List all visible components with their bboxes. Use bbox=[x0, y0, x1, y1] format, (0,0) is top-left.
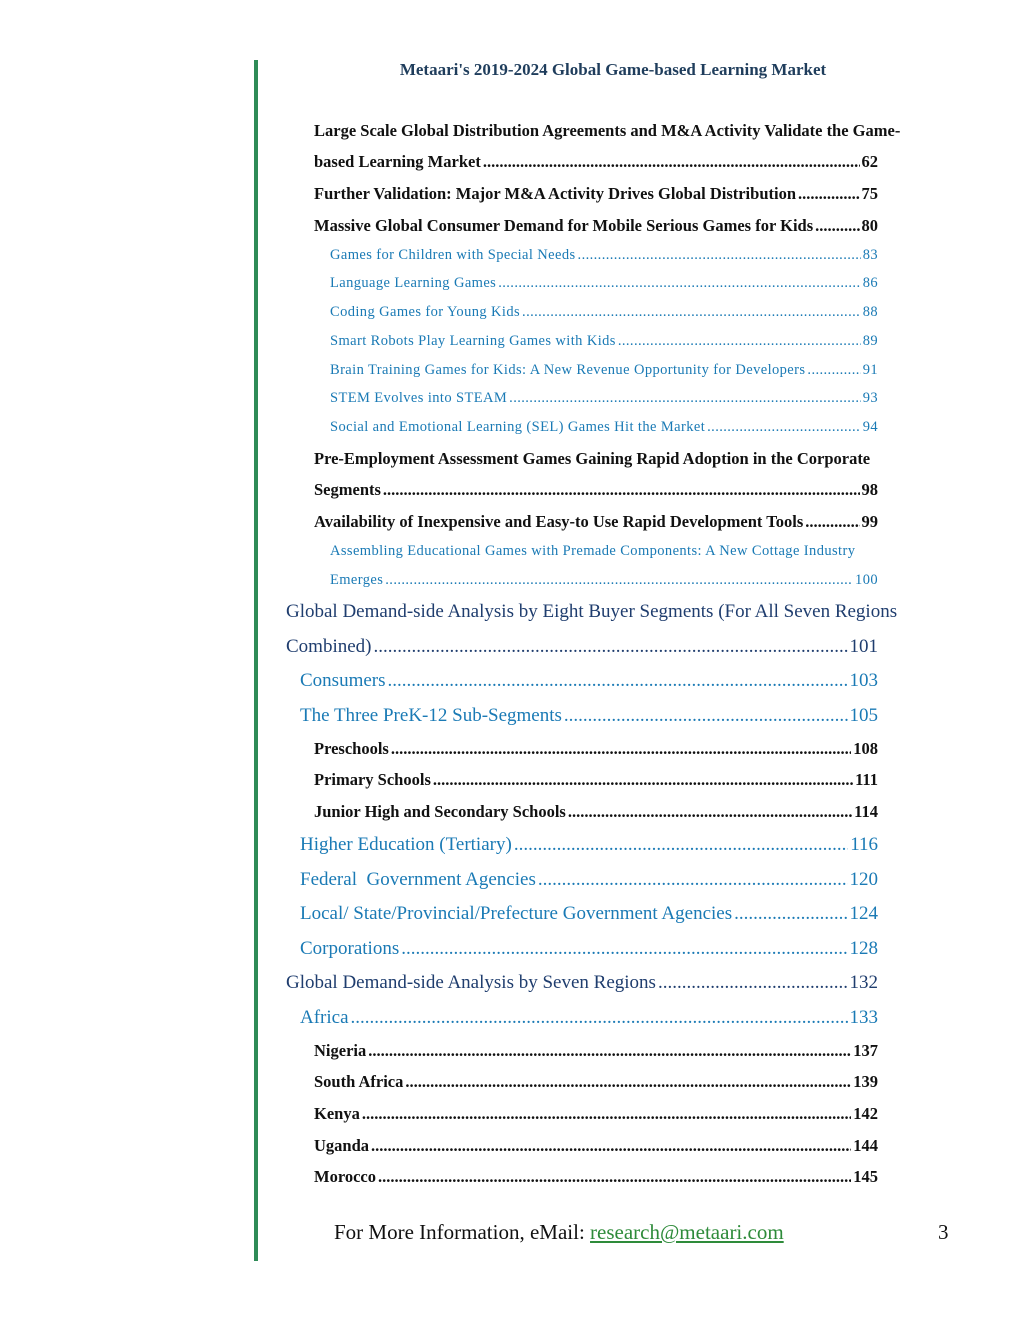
toc-entry[interactable] bbox=[314, 739, 878, 759]
footer-email-link[interactable]: research@metaari.com bbox=[590, 1220, 784, 1244]
toc-entry-title: Combined) bbox=[286, 636, 372, 657]
toc-leader-dots bbox=[509, 390, 861, 407]
toc-leader-dots bbox=[568, 802, 852, 822]
toc-page-number: 101 bbox=[849, 636, 878, 657]
toc-page-number: 144 bbox=[853, 1136, 878, 1155]
toc-entry-title: Nigeria bbox=[314, 1041, 367, 1060]
toc-entry-title: Emerges bbox=[330, 572, 384, 588]
toc-page-number: 128 bbox=[849, 938, 878, 959]
toc-page-number: 105 bbox=[849, 705, 878, 726]
toc-entry-title: Global Demand-side Analysis by Seven Regions bbox=[286, 972, 656, 993]
toc-entry-title: Higher Education (Tertiary) bbox=[300, 834, 512, 855]
toc-leader-dots bbox=[522, 304, 861, 321]
toc-entry-title: Massive Global Consumer Demand for Mobile Serious Games for Kids bbox=[314, 216, 814, 235]
toc-leader-dots bbox=[351, 1007, 848, 1029]
toc-page-number: 86 bbox=[862, 275, 878, 291]
toc-entry-title: Preschools bbox=[314, 739, 389, 758]
toc-page-number: 133 bbox=[849, 1007, 878, 1028]
toc-page-number: 99 bbox=[861, 512, 878, 531]
toc-leader-dots bbox=[385, 572, 853, 589]
toc-page-number: 132 bbox=[849, 972, 878, 993]
toc-entry[interactable] bbox=[330, 275, 878, 292]
toc-entry[interactable] bbox=[330, 390, 878, 407]
toc-entry[interactable] bbox=[286, 636, 878, 658]
toc-entry-title: Morocco bbox=[314, 1167, 376, 1186]
toc-leader-dots bbox=[368, 1041, 851, 1061]
toc-leader-dots bbox=[807, 362, 860, 379]
toc-page-number: 124 bbox=[849, 903, 878, 924]
page-footer bbox=[334, 1220, 784, 1245]
toc-entry[interactable] bbox=[300, 1007, 878, 1029]
toc-leader-dots bbox=[401, 938, 847, 960]
toc-entry[interactable] bbox=[314, 512, 878, 532]
toc-entry-title: Kenya bbox=[314, 1104, 360, 1123]
toc-entry-title: based Learning Market bbox=[314, 152, 481, 171]
toc-entry-title: Africa bbox=[300, 1007, 349, 1028]
toc-entry[interactable] bbox=[314, 1167, 878, 1187]
toc-entry[interactable] bbox=[314, 216, 878, 236]
toc-page-number: 88 bbox=[862, 304, 878, 320]
toc-entry[interactable] bbox=[314, 152, 878, 172]
toc-entry[interactable] bbox=[314, 770, 878, 790]
toc-page-number: 80 bbox=[861, 216, 878, 235]
toc-entry-line[interactable]: Assembling Educational Games with Premade Components: A New Cottage Industry bbox=[330, 543, 856, 559]
left-margin-rule bbox=[254, 60, 258, 1261]
toc-entry-title: Consumers bbox=[300, 670, 386, 691]
toc-entry-line[interactable]: Large Scale Global Distribution Agreements and M&A Activity Validate the Game- bbox=[314, 121, 901, 140]
page-header-title: Metaari's 2019-2024 Global Game-based Learning Market bbox=[399, 60, 827, 79]
toc-leader-dots bbox=[498, 275, 860, 292]
toc-leader-dots bbox=[433, 770, 853, 790]
toc-entry-title: Primary Schools bbox=[314, 770, 431, 789]
toc-page-number: 89 bbox=[862, 333, 878, 349]
toc-leader-dots bbox=[658, 972, 848, 994]
toc-entry[interactable] bbox=[330, 572, 878, 589]
toc-page-number: 100 bbox=[855, 572, 878, 588]
toc-leader-dots bbox=[374, 636, 848, 658]
toc-leader-dots bbox=[707, 419, 861, 436]
toc-entry[interactable] bbox=[330, 247, 878, 264]
toc-entry[interactable] bbox=[330, 362, 878, 379]
toc-leader-dots bbox=[405, 1072, 851, 1092]
toc-leader-dots bbox=[362, 1104, 851, 1124]
toc-page-number: 111 bbox=[855, 770, 878, 789]
toc-leader-dots bbox=[483, 152, 860, 172]
toc-entry-title: Brain Training Games for Kids: A New Revenue Opportunity for Developers bbox=[330, 362, 806, 378]
toc-page-number: 116 bbox=[850, 834, 878, 855]
toc-page-number: 93 bbox=[862, 390, 878, 406]
toc-entry[interactable] bbox=[314, 1136, 878, 1156]
footer-text: For More Information, eMail: bbox=[334, 1220, 591, 1244]
toc-entry-title: South Africa bbox=[314, 1072, 404, 1091]
toc-entry[interactable] bbox=[300, 670, 878, 692]
toc-entry[interactable] bbox=[300, 834, 878, 856]
toc-entry-title: Federal Government Agencies bbox=[300, 869, 536, 890]
toc-entry-title: Games for Children with Special Needs bbox=[330, 247, 576, 263]
toc-entry-title: Social and Emotional Learning (SEL) Games Hit the Market bbox=[330, 419, 706, 435]
toc-entry-title: Corporations bbox=[300, 938, 400, 959]
toc-entry[interactable] bbox=[314, 1041, 878, 1061]
toc-entry-title: Local/ State/Provincial/Prefecture Government Agencies bbox=[300, 903, 733, 924]
toc-entry-title: Segments bbox=[314, 480, 381, 499]
toc-leader-dots bbox=[383, 480, 860, 500]
toc-page-number: 83 bbox=[862, 247, 878, 263]
toc-page-number: 94 bbox=[862, 419, 878, 435]
toc-entry[interactable] bbox=[286, 972, 878, 994]
toc-entry[interactable] bbox=[300, 705, 878, 727]
toc-leader-dots bbox=[564, 705, 848, 727]
toc-page-number: 145 bbox=[853, 1167, 878, 1186]
toc-entry[interactable] bbox=[314, 1104, 878, 1124]
toc-leader-dots bbox=[578, 247, 861, 264]
toc-leader-dots bbox=[391, 739, 851, 759]
page-number: 3 bbox=[938, 1220, 949, 1244]
toc-entry-title: Uganda bbox=[314, 1136, 370, 1155]
toc-entry-title: Language Learning Games bbox=[330, 275, 497, 291]
toc-page-number: 75 bbox=[861, 184, 878, 203]
toc-leader-dots bbox=[388, 670, 848, 692]
toc-leader-dots bbox=[514, 834, 848, 856]
toc-entry[interactable] bbox=[314, 1072, 878, 1092]
toc-page-number: 98 bbox=[861, 480, 878, 499]
toc-entry-title: The Three PreK-12 Sub-Segments bbox=[300, 705, 562, 726]
toc-entry-title: Junior High and Secondary Schools bbox=[314, 802, 566, 821]
toc-leader-dots bbox=[734, 903, 847, 925]
toc-entry[interactable] bbox=[330, 419, 878, 436]
toc-page-number: 120 bbox=[849, 869, 878, 890]
toc-entry[interactable] bbox=[300, 903, 878, 925]
toc-entry-title: Availability of Inexpensive and Easy-to Use Rapid Development Tools bbox=[314, 512, 804, 531]
toc-page-number: 91 bbox=[862, 362, 878, 378]
toc-page-number: 103 bbox=[849, 670, 878, 691]
toc-page-number: 142 bbox=[853, 1104, 878, 1123]
toc-leader-dots bbox=[798, 184, 859, 204]
toc-leader-dots bbox=[618, 333, 861, 350]
toc-leader-dots bbox=[371, 1136, 851, 1156]
toc-entry[interactable] bbox=[330, 333, 878, 350]
toc-entry[interactable] bbox=[300, 938, 878, 960]
toc-entry-line[interactable]: Global Demand-side Analysis by Eight Buyer Segments (For All Seven Regions bbox=[286, 601, 898, 622]
toc-entry[interactable] bbox=[300, 869, 878, 891]
toc-page-number: 114 bbox=[854, 802, 878, 821]
toc-leader-dots bbox=[805, 512, 859, 532]
toc-entry-title: Further Validation: Major M&A Activity Drives Global Distribution bbox=[314, 184, 797, 203]
toc-page-number: 139 bbox=[853, 1072, 878, 1091]
toc-page-number: 108 bbox=[853, 739, 878, 758]
toc-page-number: 62 bbox=[861, 152, 878, 171]
toc-leader-dots bbox=[378, 1167, 851, 1187]
toc-entry[interactable] bbox=[314, 802, 878, 822]
toc-page-number: 137 bbox=[853, 1041, 878, 1060]
toc-entry[interactable] bbox=[330, 304, 878, 321]
toc-entry-title: STEM Evolves into STEAM bbox=[330, 390, 508, 406]
toc-leader-dots bbox=[538, 869, 848, 891]
toc-entry-line[interactable]: Pre-Employment Assessment Games Gaining Rapid Adoption in the Corporate bbox=[314, 449, 871, 468]
toc-entry[interactable] bbox=[314, 480, 878, 500]
toc-entry[interactable] bbox=[314, 184, 878, 204]
toc-entry-title: Smart Robots Play Learning Games with Kids bbox=[330, 333, 616, 349]
toc-entry-title: Coding Games for Young Kids bbox=[330, 304, 521, 320]
toc-leader-dots bbox=[815, 216, 859, 236]
